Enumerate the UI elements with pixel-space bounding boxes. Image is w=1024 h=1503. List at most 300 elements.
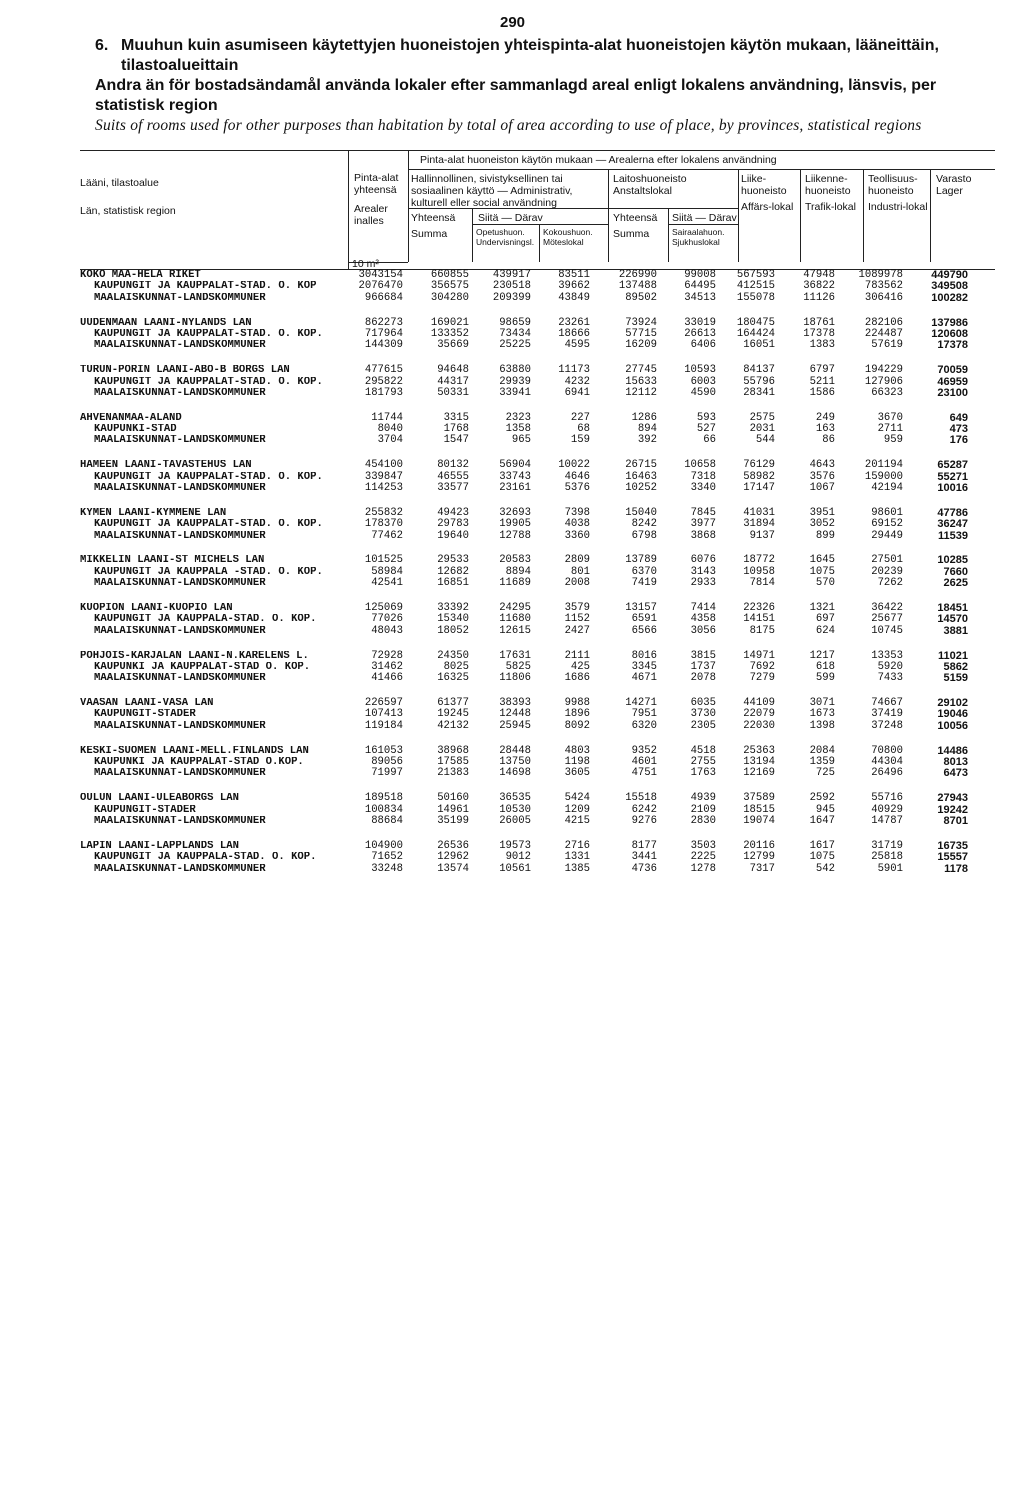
province-row <box>80 698 995 709</box>
unit-label: 10 m² <box>352 258 379 270</box>
table-cell: 20239 <box>871 565 903 578</box>
table-cell: 66 <box>703 434 716 447</box>
table-cell: 23261 <box>558 316 590 329</box>
table-cell: 61377 <box>437 697 469 710</box>
table-cell: 2592 <box>809 792 835 805</box>
table-header <box>80 150 995 270</box>
table-row <box>80 614 995 625</box>
table-cell: 37419 <box>871 708 903 721</box>
table-cell: 2225 <box>690 851 716 864</box>
row-label: KAUPUNKI-STAD <box>94 424 177 436</box>
table-cell: 11126 <box>803 291 835 304</box>
table-cell: 9012 <box>505 851 531 864</box>
table-row <box>80 662 995 673</box>
table-cell: 3730 <box>690 708 716 721</box>
table-cell: 1278 <box>690 862 716 875</box>
table-cell: 14486 <box>937 744 968 757</box>
table-cell: 3503 <box>690 839 716 852</box>
region-group <box>80 555 995 589</box>
table-cell: 15557 <box>937 851 968 864</box>
table-row <box>80 626 995 637</box>
table-cell: 425 <box>570 660 590 673</box>
table-cell: 137488 <box>618 280 657 293</box>
inst-siita-header: Siitä — Därav <box>672 212 737 224</box>
table-cell: 5376 <box>564 482 590 495</box>
table-cell: 12962 <box>437 851 469 864</box>
table-cell: 3071 <box>809 697 835 710</box>
table-cell: 5901 <box>877 862 903 875</box>
table-cell: 4590 <box>690 386 716 399</box>
table-cell: 7398 <box>564 506 590 519</box>
region-header-fi: Lääni, tilastoalue <box>80 177 159 189</box>
table-cell: 70059 <box>937 364 968 377</box>
table-cell: 6591 <box>631 613 657 626</box>
table-cell: 44304 <box>871 756 903 769</box>
table-cell: 1286 <box>631 411 657 424</box>
table-cell: 37589 <box>743 792 775 805</box>
table-cell: 255832 <box>364 506 403 519</box>
table-cell: 15518 <box>625 792 657 805</box>
table-cell: 3360 <box>564 529 590 542</box>
industry-header-fi: Teollisuus-huoneisto <box>868 173 918 197</box>
table-cell: 29783 <box>437 518 469 531</box>
table-row <box>80 709 995 720</box>
subgroup-rule <box>608 208 738 209</box>
table-cell: 120608 <box>931 327 968 340</box>
table-cell: 10056 <box>937 719 968 732</box>
traffic-header-fi: Liikenne-huoneisto <box>805 173 851 197</box>
table-cell: 4518 <box>690 744 716 757</box>
table-cell: 9137 <box>749 529 775 542</box>
table-cell: 13750 <box>499 756 531 769</box>
admin-siita-header: Siitä — Därav <box>478 212 543 224</box>
table-cell: 86 <box>822 434 835 447</box>
table-cell: 5862 <box>943 660 968 673</box>
province-row <box>80 413 995 424</box>
table-cell: 3704 <box>377 434 403 447</box>
table-cell: 26613 <box>684 327 716 340</box>
table-row <box>80 567 995 578</box>
table-cell: 104900 <box>364 839 403 852</box>
table-cell: 42541 <box>371 577 403 590</box>
admin-meet-header: Kokoushuon. Möteslokal <box>543 227 593 247</box>
storage-header-sv: Lager <box>936 185 963 197</box>
shop-header-fi: Liike-huoneisto <box>741 173 787 197</box>
row-label: AHVENANMAA-ÅLAND <box>80 412 182 424</box>
table-cell: 181793 <box>364 386 403 399</box>
row-label: KAUPUNGIT JA KAUPPALA-STÄD. O. KÖP. <box>94 852 317 864</box>
shop-header-sv: Affärs-lokal <box>741 201 794 213</box>
table-cell: 567593 <box>736 269 775 281</box>
table-cell: 31462 <box>371 660 403 673</box>
table-cell: 477615 <box>364 364 403 377</box>
table-cell: 16735 <box>937 839 968 852</box>
table-cell: 36247 <box>937 518 968 531</box>
table-cell: 412515 <box>736 280 775 293</box>
province-row <box>80 365 995 376</box>
table-cell: 2323 <box>505 411 531 424</box>
inst-hosp-header: Sairaalahuon. Sjukhuslokal <box>672 227 725 247</box>
table-cell: 3576 <box>809 470 835 483</box>
region-group <box>80 365 995 399</box>
column-rule <box>539 224 540 262</box>
table-cell: 11021 <box>938 649 968 662</box>
table-cell: 36822 <box>803 280 835 293</box>
table-cell: 10561 <box>499 862 531 875</box>
row-label: KOKO MAA-HELA RIKET <box>80 270 201 281</box>
row-label: LAPIN LÄÄNI-LAPPLANDS LÄN <box>80 840 239 852</box>
table-cell: 13157 <box>625 601 657 614</box>
table-cell: 19905 <box>499 518 531 531</box>
table-cell: 47786 <box>937 506 968 519</box>
table-cell: 16463 <box>625 470 657 483</box>
table-cell: 17585 <box>437 756 469 769</box>
table-cell: 7317 <box>749 862 775 875</box>
table-cell: 7318 <box>690 470 716 483</box>
row-label: KAUPUNGIT JA KAUPPALA-STÄD. O. KÖP. <box>94 614 317 626</box>
row-label: MAALAISKUNNAT-LANDSKOMMUNER <box>94 387 266 399</box>
province-row <box>80 746 995 757</box>
table-cell: 26496 <box>871 767 903 780</box>
table-cell: 2031 <box>749 423 775 436</box>
row-label: MAALAISKUNNAT-LANDSKOMMUNER <box>94 815 266 827</box>
table-cell: 11173 <box>558 364 590 377</box>
table-cell: 454100 <box>364 459 403 472</box>
table-row <box>80 435 995 446</box>
row-label: MAALAISKUNNAT-LANDSKOMMUNER <box>94 530 266 542</box>
table-cell: 618 <box>815 660 835 673</box>
table-cell: 2711 <box>877 423 903 436</box>
table-cell: 1321 <box>809 601 835 614</box>
row-label: KESKI-SUOMEN LÄÄNI-MELL.FINLANDS LÄN <box>80 745 309 757</box>
table-cell: 230518 <box>492 280 531 293</box>
table-cell: 33392 <box>437 601 469 614</box>
table-cell: 14698 <box>499 767 531 780</box>
table-cell: 29533 <box>437 554 469 567</box>
table-cell: 144309 <box>364 339 403 352</box>
table-cell: 33941 <box>499 386 531 399</box>
table-cell: 1768 <box>443 423 469 436</box>
table-cell: 55271 <box>937 470 968 483</box>
table-cell: 77462 <box>371 529 403 542</box>
admin-total-header-sv: Summa <box>411 228 448 240</box>
table-cell: 14961 <box>437 803 469 816</box>
table-cell: 11744 <box>371 411 403 424</box>
table-cell: 570 <box>815 577 835 590</box>
table-cell: 527 <box>696 423 716 436</box>
table-cell: 16051 <box>743 339 775 352</box>
table-cell: 99008 <box>684 269 716 281</box>
table-cell: 862273 <box>364 316 403 329</box>
table-row <box>80 864 995 875</box>
row-label: MAALAISKUNNAT-LANDSKOMMUNER <box>94 340 266 352</box>
table-cell: 1737 <box>690 660 716 673</box>
table-cell: 127906 <box>864 375 903 388</box>
province-row <box>80 270 995 281</box>
table-cell: 25818 <box>871 851 903 864</box>
table-cell: 783562 <box>864 280 903 293</box>
table-cell: 31719 <box>871 839 903 852</box>
row-label: POHJOIS-KARJALAN LÄÄNI-N.KARELENS L. <box>80 650 309 662</box>
table-cell: 18761 <box>803 316 835 329</box>
table-cell: 47948 <box>803 269 835 281</box>
table-cell: 3340 <box>690 482 716 495</box>
table-cell: 16851 <box>437 577 469 590</box>
table-cell: 439917 <box>492 269 531 281</box>
table-cell: 1673 <box>809 708 835 721</box>
row-label: MAALAISKUNNAT-LANDSKOMMUNER <box>94 720 266 732</box>
title-swedish: Andra än för bostadsändamål använda lokaler efter sammanlagd areal enligt lokalens användning, länsvis, per statistisk region <box>95 77 937 114</box>
table-cell: 159 <box>570 434 590 447</box>
table-cell: 2716 <box>564 839 590 852</box>
table-title <box>95 36 995 136</box>
table-cell: 965 <box>511 434 531 447</box>
table-cell: 544 <box>755 434 775 447</box>
storage-header-fi: Varasto <box>936 173 972 185</box>
table-cell: 44317 <box>437 375 469 388</box>
table-cell: 224487 <box>864 327 903 340</box>
table-cell: 178370 <box>364 518 403 531</box>
table-cell: 6406 <box>690 339 716 352</box>
region-group <box>80 651 995 685</box>
table-row <box>80 531 995 542</box>
row-label: KAUPUNGIT JA KAUPPALAT-STÄD. O. KÖP. <box>94 376 323 388</box>
table-row <box>80 293 995 304</box>
table-cell: 22030 <box>743 719 775 732</box>
table-cell: 9988 <box>564 697 590 710</box>
table-number: 6. <box>95 37 109 54</box>
table-cell: 65287 <box>937 459 968 472</box>
row-label: MAALAISKUNNAT-LANDSKOMMUNER <box>94 673 266 685</box>
table-cell: 3670 <box>877 411 903 424</box>
table-cell: 5424 <box>564 792 590 805</box>
inst-header: Laitoshuoneisto Anstaltslokal <box>613 173 687 197</box>
province-row <box>80 603 995 614</box>
table-cell: 36535 <box>499 792 531 805</box>
row-label: MAALAISKUNNAT-LANDSKOMMUNER <box>94 435 266 447</box>
table-cell: 4646 <box>564 470 590 483</box>
table-cell: 6076 <box>690 554 716 567</box>
table-cell: 25363 <box>743 744 775 757</box>
table-cell: 13789 <box>625 554 657 567</box>
table-cell: 44109 <box>743 697 775 710</box>
table-cell: 6798 <box>631 529 657 542</box>
table-cell: 3056 <box>690 624 716 637</box>
table-cell: 163 <box>815 423 835 436</box>
province-row <box>80 508 995 519</box>
table-row <box>80 816 995 827</box>
table-cell: 209399 <box>492 291 531 304</box>
page-number: 290 <box>500 14 526 31</box>
table-cell: 1686 <box>564 672 590 685</box>
title-finnish-text: Muuhun kuin asumiseen käytettyjen huoneistojen yhteispinta-alat huoneistojen käytön mukaan, lääneittäin, tilastoalueittain <box>121 37 939 74</box>
region-group <box>80 413 995 447</box>
table-cell: 164424 <box>736 327 775 340</box>
table-cell: 339847 <box>364 470 403 483</box>
row-label: UUDENMAAN LÄÄNI-NYLANDS LÄN <box>80 317 252 329</box>
table-cell: 304280 <box>430 291 469 304</box>
table-cell: 8025 <box>443 660 469 673</box>
table-cell: 7951 <box>631 708 657 721</box>
table-cell: 10252 <box>625 482 657 495</box>
table-cell: 98659 <box>499 316 531 329</box>
table-cell: 3951 <box>809 506 835 519</box>
table-cell: 13353 <box>871 649 903 662</box>
table-cell: 649 <box>949 411 968 424</box>
table-cell: 40929 <box>871 803 903 816</box>
table-cell: 10593 <box>684 364 716 377</box>
table-cell: 41031 <box>743 506 775 519</box>
table-cell: 12615 <box>499 624 531 637</box>
table-cell: 55716 <box>871 792 903 805</box>
table-cell: 349508 <box>931 280 968 293</box>
inst-total-header: Yhteensä <box>613 212 658 224</box>
table-cell: 1383 <box>809 339 835 352</box>
row-label: KAUPUNGIT JA KAUPPALAT-STÄD. O. KÖP. <box>94 328 323 340</box>
table-cell: 20116 <box>743 839 775 852</box>
column-rule <box>668 208 669 262</box>
table-cell: 57619 <box>871 339 903 352</box>
table-cell: 226597 <box>364 697 403 710</box>
table-cell: 2830 <box>690 814 716 827</box>
table-cell: 39662 <box>558 280 590 293</box>
table-row <box>80 805 995 816</box>
table-row <box>80 721 995 732</box>
row-label: KYMEN LÄÄNI-KYMMENE LÄN <box>80 507 227 519</box>
table-cell: 6473 <box>943 767 968 780</box>
table-cell: 19245 <box>437 708 469 721</box>
table-row <box>80 673 995 684</box>
table-cell: 23161 <box>499 482 531 495</box>
table-cell: 392 <box>637 434 657 447</box>
table-cell: 593 <box>696 411 716 424</box>
table-cell: 159000 <box>864 470 903 483</box>
table-row <box>80 329 995 340</box>
table-cell: 69152 <box>871 518 903 531</box>
table-cell: 76129 <box>743 459 775 472</box>
table-cell: 43849 <box>558 291 590 304</box>
table-cell: 26005 <box>499 814 531 827</box>
table-cell: 12169 <box>743 767 775 780</box>
table-cell: 155078 <box>736 291 775 304</box>
industry-header-sv: Industri-lokal <box>868 201 928 213</box>
table-cell: 8242 <box>631 518 657 531</box>
table-cell: 7660 <box>943 565 968 578</box>
table-cell: 25945 <box>499 719 531 732</box>
table-cell: 8175 <box>749 624 775 637</box>
table-cell: 73924 <box>625 316 657 329</box>
table-cell: 3868 <box>690 529 716 542</box>
table-row <box>80 852 995 863</box>
table-cell: 27745 <box>625 364 657 377</box>
table-cell: 249 <box>815 411 835 424</box>
table-cell: 71652 <box>371 851 403 864</box>
table-cell: 7279 <box>749 672 775 685</box>
table-cell: 4671 <box>631 672 657 685</box>
table-cell: 14570 <box>937 613 968 626</box>
table-cell: 11539 <box>938 529 968 542</box>
region-header-sv: Län, statistisk region <box>80 205 176 217</box>
table-cell: 70800 <box>871 744 903 757</box>
table-cell: 19640 <box>437 529 469 542</box>
table-cell: 2809 <box>564 554 590 567</box>
table-cell: 28341 <box>743 386 775 399</box>
province-row <box>80 318 995 329</box>
table-cell: 176 <box>949 434 968 447</box>
table-cell: 24350 <box>437 649 469 662</box>
table-cell: 7845 <box>690 506 716 519</box>
table-cell: 1586 <box>809 386 835 399</box>
table-cell: 14787 <box>871 814 903 827</box>
table-cell: 26715 <box>625 459 657 472</box>
table-cell: 4038 <box>564 518 590 531</box>
table-row <box>80 281 995 292</box>
region-group <box>80 318 995 352</box>
table-cell: 98601 <box>871 506 903 519</box>
table-cell: 12799 <box>743 851 775 864</box>
table-cell: 1152 <box>564 613 590 626</box>
row-label: OULUN LÄÄNI-ULEÅBORGS LÄN <box>80 793 239 805</box>
table-cell: 42194 <box>871 482 903 495</box>
table-cell: 13194 <box>743 756 775 769</box>
admin-teach-header: Opetushuon. Undervisningsl. <box>476 227 535 247</box>
table-cell: 13574 <box>437 862 469 875</box>
table-cell: 101525 <box>364 554 403 567</box>
table-cell: 4595 <box>564 339 590 352</box>
row-label: MAALAISKUNNAT-LANDSKOMMUNER <box>94 625 266 637</box>
row-label: MIKKELIN LÄÄNI-ST MICHELS LÄN <box>80 555 265 567</box>
table-cell: 48043 <box>371 624 403 637</box>
row-label: KAUPUNGIT JA KAUPPALAT-STÄD. O. KÖP. <box>94 519 323 531</box>
table-cell: 49423 <box>437 506 469 519</box>
table-cell: 33577 <box>437 482 469 495</box>
total-header-fi: Pinta-alat yhteensä <box>354 172 399 196</box>
province-row <box>80 793 995 804</box>
table-cell: 473 <box>949 423 968 436</box>
column-rule <box>738 169 739 262</box>
table-cell: 6242 <box>631 803 657 816</box>
table-cell: 3881 <box>943 624 968 637</box>
table-row <box>80 424 995 435</box>
table-cell: 88684 <box>371 814 403 827</box>
row-label: KAUPUNGIT JA KAUPPALA -STÄD. O. KÖP. <box>94 566 323 578</box>
table-cell: 4939 <box>690 792 716 805</box>
table-cell: 46555 <box>437 470 469 483</box>
table-cell: 180475 <box>736 316 775 329</box>
traffic-header-sv: Trafik-lokal <box>805 201 856 213</box>
table-cell: 1896 <box>564 708 590 721</box>
table-cell: 7419 <box>631 577 657 590</box>
table-cell: 966684 <box>364 291 403 304</box>
table-cell: 15633 <box>625 375 657 388</box>
table-cell: 10745 <box>871 624 903 637</box>
table-cell: 7262 <box>877 577 903 590</box>
table-cell: 22326 <box>743 601 775 614</box>
table-cell: 41466 <box>371 672 403 685</box>
table-cell: 226990 <box>618 269 657 281</box>
column-rule <box>408 150 409 262</box>
table-cell: 119184 <box>364 719 403 732</box>
province-row <box>80 555 995 566</box>
table-cell: 2305 <box>690 719 716 732</box>
table-cell: 11806 <box>499 672 531 685</box>
province-row <box>80 460 995 471</box>
table-cell: 64495 <box>684 280 716 293</box>
table-cell: 169021 <box>430 316 469 329</box>
table-cell: 21383 <box>437 767 469 780</box>
table-cell: 189518 <box>364 792 403 805</box>
table-cell: 33019 <box>684 316 716 329</box>
